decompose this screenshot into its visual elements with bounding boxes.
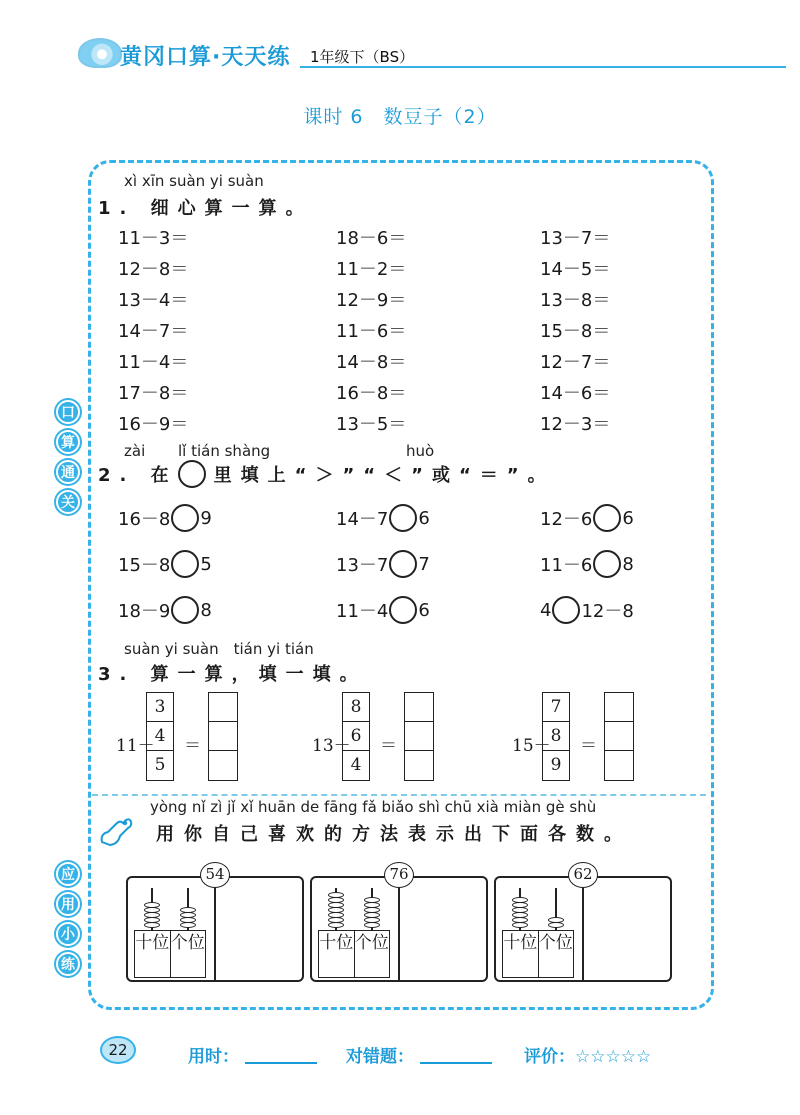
section3-pinyin: suàn yi suàn tián yi tián <box>124 640 314 658</box>
number-rail <box>146 692 174 781</box>
answer-circle[interactable] <box>389 550 417 578</box>
tens-place-label: 十位 <box>135 931 171 977</box>
section2-title-a: 2. 在 <box>98 465 178 486</box>
answer-cell[interactable] <box>405 693 433 722</box>
comparison-left: 14－7 <box>336 509 389 530</box>
equation: 16－9＝ <box>118 414 189 435</box>
rail-number: 9 <box>550 755 562 775</box>
comparison-item <box>118 504 212 532</box>
comparison-left: 4 <box>540 599 552 621</box>
tens-place-label: 十位 <box>319 931 355 977</box>
equation: 13－7＝ <box>540 228 611 249</box>
rail-number: 3 <box>147 693 173 722</box>
section1-pinyin: xì xīn suàn yi suàn <box>124 172 264 190</box>
rating-label: 评价： <box>524 1047 575 1067</box>
section2-pinyin-huo: huò <box>406 442 435 460</box>
answer-cell[interactable] <box>209 693 237 722</box>
equation: 12－8＝ <box>118 259 189 280</box>
ones-place-label: 个位 <box>354 933 389 953</box>
grade-label: 1年级下（BS） <box>310 48 415 66</box>
number-rail <box>542 692 570 781</box>
equation: 11－3＝ <box>118 228 189 249</box>
equation: 18－6＝ <box>336 228 407 249</box>
comparison-left: 18－9 <box>118 601 171 622</box>
comparison-item <box>540 550 634 578</box>
comparison-item <box>336 550 430 578</box>
snail-logo-icon <box>78 38 122 68</box>
panel-separator <box>582 878 584 980</box>
panel-separator <box>214 878 216 980</box>
equation: 12－3＝ <box>540 414 611 435</box>
section2-title-b: 里填上“＞”“＜”或“＝”。 <box>213 465 555 486</box>
brand-title: 黄冈口算·天天练 <box>120 45 291 70</box>
rating-stars[interactable]: ☆☆☆☆☆ <box>575 1047 652 1067</box>
rail-number: 6 <box>343 722 369 751</box>
rail-number: 5 <box>154 755 166 775</box>
comparison-item <box>540 504 634 532</box>
target-number: 62 <box>568 862 598 888</box>
answer-cell[interactable] <box>405 722 433 751</box>
equation: 13－4＝ <box>118 290 189 311</box>
place-value-box <box>502 930 574 978</box>
tens-place-label: 十位 <box>503 931 539 977</box>
comparison-right: 5 <box>200 553 212 575</box>
side-badge: 算 <box>56 430 80 454</box>
drawing-area[interactable] <box>402 880 484 978</box>
equation: 14－6＝ <box>540 383 611 404</box>
header-rule <box>300 66 786 68</box>
ones-place-label: 个位 <box>538 933 573 953</box>
equation: 14－8＝ <box>336 352 407 373</box>
answer-circle[interactable] <box>552 596 580 624</box>
equation: 13－5＝ <box>336 414 407 435</box>
equation: 16－8＝ <box>336 383 407 404</box>
comparison-left: 12－6 <box>540 509 593 530</box>
section2-pinyin-zai: zài <box>124 442 146 460</box>
answer-column[interactable] <box>404 692 434 781</box>
time-blank[interactable] <box>245 1062 317 1064</box>
abacus-bead <box>328 892 344 898</box>
section1-title: 1. 细心算一算。 <box>98 198 313 219</box>
equation: 11－2＝ <box>336 259 407 280</box>
correct-blank[interactable] <box>420 1062 492 1064</box>
ones-place-label: 个位 <box>170 933 205 953</box>
section4-pinyin: yòng nǐ zì jǐ xǐ huān de fāng fǎ biǎo shì chū xià miàn gè shù <box>150 798 597 816</box>
answer-cell[interactable] <box>209 751 237 780</box>
rating-field <box>524 1042 651 1067</box>
abacus-bead <box>144 902 160 908</box>
equation: 17－8＝ <box>118 383 189 404</box>
side-badge: 通 <box>56 460 80 484</box>
comparison-item <box>336 504 430 532</box>
time-field <box>188 1042 317 1067</box>
answer-circle[interactable] <box>171 550 199 578</box>
answer-column[interactable] <box>604 692 634 781</box>
equation: 14－7＝ <box>118 321 189 342</box>
rail-number: 8 <box>543 722 569 751</box>
number-rail <box>342 692 370 781</box>
subtrahend-lead: 15－ <box>512 736 551 756</box>
section4-title: 用你自己喜欢的方法表示出下面各数。 <box>156 824 632 845</box>
section-divider <box>92 794 706 796</box>
equation: 11－4＝ <box>118 352 189 373</box>
rail-number: 4 <box>350 755 362 775</box>
rail-number: 8 <box>343 693 369 722</box>
correct-field <box>346 1042 492 1067</box>
comparison-right: 6 <box>418 507 430 529</box>
page-number: 22 <box>100 1036 136 1064</box>
answer-cell[interactable] <box>209 722 237 751</box>
abacus-bead <box>548 917 564 923</box>
equals-sign: ＝ <box>184 736 201 756</box>
answer-cell[interactable] <box>605 722 633 751</box>
equation: 12－9＝ <box>336 290 407 311</box>
subtrahend-lead: 13－ <box>312 736 351 756</box>
comparison-right: 8 <box>200 599 212 621</box>
answer-cell[interactable] <box>405 751 433 780</box>
lesson-title: 课时 6 数豆子（2） <box>303 106 497 128</box>
answer-column[interactable] <box>208 692 238 781</box>
answer-circle[interactable] <box>593 550 621 578</box>
equation: 11－6＝ <box>336 321 407 342</box>
place-value-box <box>318 930 390 978</box>
time-label: 用时： <box>188 1047 239 1067</box>
comparison-left: 13－7 <box>336 555 389 576</box>
comparison-right: 6 <box>418 599 430 621</box>
answer-circle[interactable] <box>171 596 199 624</box>
comparison-left: 16－8 <box>118 509 171 530</box>
comparison-item <box>118 550 212 578</box>
comparison-left: 11－4 <box>336 601 389 622</box>
blank-circle-icon <box>178 460 206 488</box>
answer-circle[interactable] <box>389 596 417 624</box>
side-badge: 应 <box>56 862 80 886</box>
answer-circle[interactable] <box>389 504 417 532</box>
rail-number: 4 <box>147 722 173 751</box>
section2-title <box>98 460 555 488</box>
comparison-item <box>118 596 212 624</box>
comparison-right: 8 <box>622 553 634 575</box>
equals-sign: ＝ <box>380 736 397 756</box>
subtrahend-lead: 11－ <box>116 736 155 756</box>
answer-circle[interactable] <box>593 504 621 532</box>
panel-separator <box>398 878 400 980</box>
side-badge: 关 <box>56 490 80 514</box>
answer-circle[interactable] <box>171 504 199 532</box>
comparison-item <box>540 596 634 624</box>
place-value-box <box>134 930 206 978</box>
answer-cell[interactable] <box>605 751 633 780</box>
comparison-right: 12－8 <box>581 601 634 622</box>
drawing-area[interactable] <box>218 880 300 978</box>
equation: 12－7＝ <box>540 352 611 373</box>
abacus-bead <box>180 907 196 913</box>
drawing-area[interactable] <box>586 880 668 978</box>
comparison-item <box>336 596 430 624</box>
equals-sign: ＝ <box>580 736 597 756</box>
target-number: 76 <box>384 862 414 888</box>
pointing-hand-icon <box>96 812 136 852</box>
section2-pinyin-tian: lǐ tián shàng <box>178 442 271 460</box>
side-badge: 用 <box>56 892 80 916</box>
equation: 15－8＝ <box>540 321 611 342</box>
section3-title: 3. 算一算，填一填。 <box>98 664 367 685</box>
comparison-right: 9 <box>200 507 212 529</box>
correct-label: 对错题： <box>346 1047 414 1067</box>
comparison-left: 15－8 <box>118 555 171 576</box>
side-badge: 口 <box>56 400 80 424</box>
target-number: 54 <box>200 862 230 888</box>
comparison-right: 6 <box>622 507 634 529</box>
side-badge: 练 <box>56 952 80 976</box>
equation: 13－8＝ <box>540 290 611 311</box>
answer-cell[interactable] <box>605 693 633 722</box>
equation: 14－5＝ <box>540 259 611 280</box>
comparison-right: 7 <box>418 553 430 575</box>
abacus-bead <box>512 897 528 903</box>
comparison-left: 11－6 <box>540 555 593 576</box>
side-badge: 小 <box>56 922 80 946</box>
abacus-bead <box>364 897 380 903</box>
rail-number: 7 <box>543 693 569 722</box>
